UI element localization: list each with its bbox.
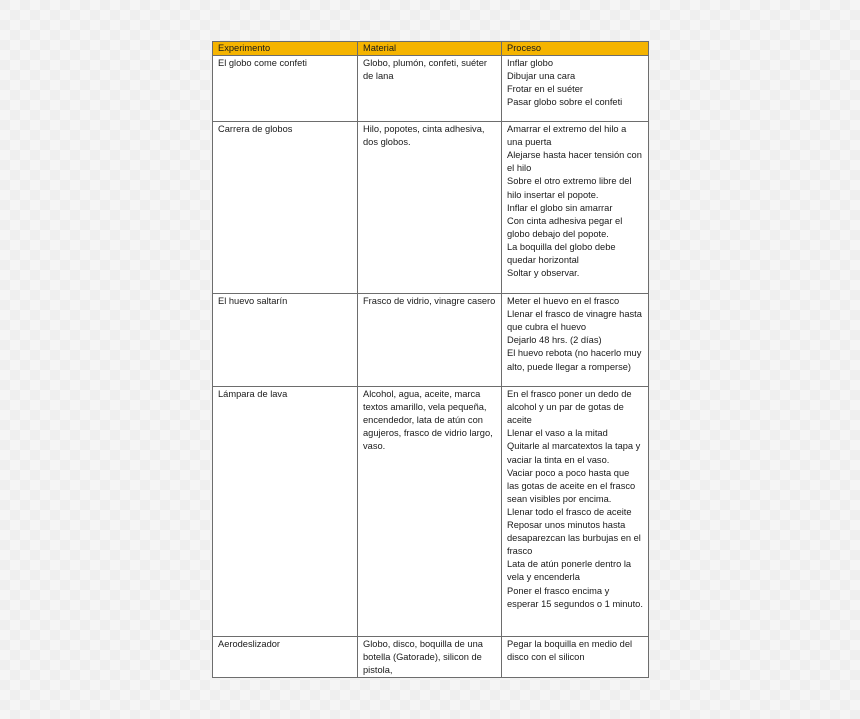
step: Alejarse hasta hacer tensión con el hilo (507, 150, 642, 174)
cell-proceso (502, 122, 649, 294)
step: Meter el huevo en el frasco (507, 296, 620, 307)
step: Lata de atún ponerle dentro la vela y encenderla (507, 559, 632, 583)
step: Frotar en el suéter (507, 84, 583, 95)
cell-experimento: El huevo saltarín (213, 294, 358, 387)
step: Soltar y observar. (507, 268, 580, 279)
cell-proceso (502, 56, 649, 122)
header-experimento: Experimento (213, 42, 358, 56)
step: Pegar la boquilla en medio del disco con el silicon (507, 639, 633, 663)
step: Vaciar poco a poco hasta que las gotas de aceite en el frasco sean visibles por encima. (507, 467, 636, 504)
cell-material: Hilo, popotes, cinta adhesiva, dos globos. (358, 122, 502, 294)
table-row (213, 387, 649, 637)
cell-experimento: Carrera de globos (213, 122, 358, 294)
table-row (213, 122, 649, 294)
cell-material: Globo, disco, boquilla de una botella (Gatorade), silicon de pistola, (358, 637, 502, 678)
cell-material: Alcohol, agua, aceite, marca textos amarillo, vela pequeña, encendedor, lata de atún con agujeros, frasco de vidrio largo, vaso. (358, 387, 502, 637)
cell-experimento: El globo come confeti (213, 56, 358, 122)
step: Pasar globo sobre el confeti (507, 97, 623, 108)
step: Llenar el vaso a la mitad (507, 428, 608, 439)
step: Reposar unos minutos hasta desaparezcan las burbujas en el frasco (507, 520, 641, 557)
header-material: Material (358, 42, 502, 56)
step: Sobre el otro extremo libre del hilo insertar el popote. (507, 176, 632, 200)
cell-material: Globo, plumón, confeti, suéter de lana (358, 56, 502, 122)
cell-experimento: Lámpara de lava (213, 387, 358, 637)
document-page (212, 41, 648, 678)
step: Quitarle al marcatextos la tapa y vaciar la tinta en el vaso. (507, 441, 641, 465)
cell-experimento: Aerodeslizador (213, 637, 358, 678)
step: Inflar globo (507, 58, 553, 69)
cell-material: Frasco de vidrio, vinagre casero (358, 294, 502, 387)
step: Inflar el globo sin amarrar (507, 202, 613, 213)
step: Llenar todo el frasco de aceite (507, 506, 632, 517)
cell-proceso (502, 637, 649, 678)
step: Dejarlo 48 hrs. (2 días) (507, 335, 602, 346)
step: La boquilla del globo debe quedar horizontal (507, 241, 616, 266)
step: Amarrar el extremo del hilo a una puerta (507, 124, 627, 148)
header-proceso: Proceso (502, 42, 649, 56)
step: El huevo rebota (no hacerlo muy alto, puede llegar a romperse) (507, 348, 642, 372)
table-row (213, 637, 649, 678)
cell-proceso (502, 387, 649, 637)
step: En el frasco poner un dedo de alcohol y un par de gotas de aceite (507, 389, 632, 426)
table-row (213, 56, 649, 122)
experiments-table (212, 41, 649, 678)
table-header-row (213, 42, 649, 56)
table-row (213, 294, 649, 387)
step: Dibujar una cara (507, 71, 576, 82)
step: Con cinta adhesiva pegar el globo debajo del popote. (507, 215, 623, 239)
cell-proceso (502, 294, 649, 387)
step: Poner el frasco encima y esperar 15 segundos o 1 minuto. (507, 585, 643, 609)
step: Llenar el frasco de vinagre hasta que cubra el huevo (507, 309, 642, 333)
